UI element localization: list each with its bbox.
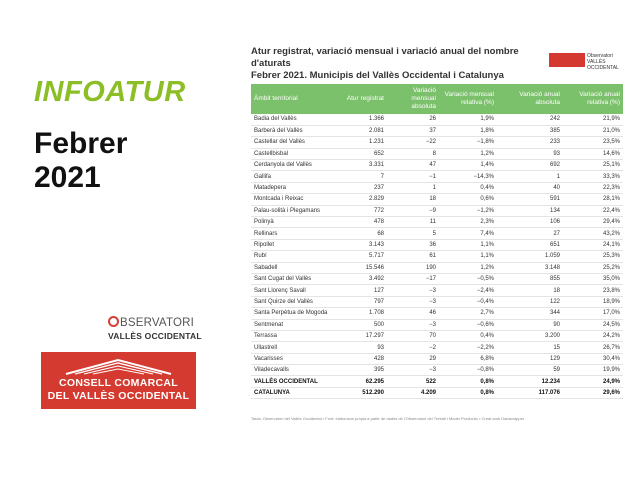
cell-annual-abs: 59 [497,365,563,376]
cell-annual-rel: 35,0% [563,273,623,284]
cell-monthly-rel: 1,1% [439,239,497,250]
table-row [251,194,623,205]
cell-territory: Castellbisbal [251,148,343,159]
cell-monthly-rel: −1,2% [439,205,497,216]
cell-territory: Viladecavalls [251,365,343,376]
cell-monthly-rel: 0,4% [439,330,497,341]
cell-annual-rel: 19,9% [563,365,623,376]
cell-unemployed: 2.829 [343,194,387,205]
cell-annual-abs: 692 [497,160,563,171]
cell-annual-abs: 3.200 [497,330,563,341]
cell-annual-rel: 18,9% [563,296,623,307]
cell-territory: Sentmenat [251,319,343,330]
cell-territory: Castellar del Vallès [251,137,343,148]
table-row [251,114,623,125]
table-row [251,148,623,159]
table-row [251,308,623,319]
report-title [251,46,541,82]
observatori-logo [108,316,204,346]
table-row [251,182,623,193]
table-row [251,319,623,330]
column-header-monthly-abs: Variació mensual absoluta [411,87,436,110]
cell-territory: Sant Cugat del Vallès [251,273,343,284]
cell-annual-abs: 855 [497,273,563,284]
cell-monthly-abs: 37 [387,125,439,136]
total-cell-annual-abs: 117.076 [497,387,563,398]
cell-unemployed: 500 [343,319,387,330]
cell-monthly-abs: −3 [387,285,439,296]
table-total-row [251,387,623,398]
cell-unemployed: 2.081 [343,125,387,136]
cell-annual-rel: 17,0% [563,308,623,319]
report-title-line1: Atur registrat, variació mensual i variació anual del nombre d'aturats [251,46,519,69]
cell-monthly-rel: 2,7% [439,308,497,319]
cell-unemployed: 237 [343,182,387,193]
cell-territory: Rubí [251,251,343,262]
cell-annual-abs: 233 [497,137,563,148]
table-row [251,342,623,353]
cell-monthly-abs: 46 [387,308,439,319]
cell-monthly-abs: −3 [387,296,439,307]
cell-annual-abs: 106 [497,217,563,228]
cell-monthly-abs: −3 [387,319,439,330]
table-row [251,273,623,284]
cell-monthly-abs: 47 [387,160,439,171]
table-row [251,217,623,228]
cell-monthly-abs: −2 [387,342,439,353]
cell-monthly-rel: −0,5% [439,273,497,284]
cell-territory: Vacarisses [251,353,343,364]
cell-annual-rel: 23,5% [563,137,623,148]
table-row [251,171,623,182]
cell-monthly-rel: 1,8% [439,125,497,136]
cell-annual-rel: 25,3% [563,251,623,262]
cell-annual-rel: 22,4% [563,205,623,216]
cell-monthly-abs: −3 [387,365,439,376]
cell-annual-rel: 30,4% [563,353,623,364]
table-row [251,251,623,262]
cell-annual-rel: 24,2% [563,330,623,341]
cell-monthly-rel: 2,3% [439,217,497,228]
cell-annual-abs: 591 [497,194,563,205]
table-row [251,353,623,364]
cell-monthly-abs: −17 [387,273,439,284]
cell-monthly-abs: 29 [387,353,439,364]
cell-unemployed: 68 [343,228,387,239]
column-header-annual-rel: Variació anual relativa (%) [579,91,620,106]
cell-monthly-abs: 70 [387,330,439,341]
cell-monthly-rel: −0,4% [439,296,497,307]
table-source-note: Taula: Observatori del Vallès Occidental • Font: elaboració pròpia a partir de dades de l'Observatori del Treball i Model Productiu • Creat amb Datawrapper [251,416,525,421]
cell-annual-abs: 90 [497,319,563,330]
period-year: 2021 [34,161,101,194]
cell-monthly-abs: −1 [387,171,439,182]
total-cell-territory: VALLÈS OCCIDENTAL [251,376,343,387]
observatori-small-logo [549,51,623,73]
cell-annual-rel: 22,3% [563,182,623,193]
total-cell-monthly-abs: 4.209 [387,387,439,398]
column-header-annual-abs: Variació anual absoluta [519,91,560,106]
table-row [251,228,623,239]
column-header-territory: Àmbit territorial [254,95,298,102]
cell-unemployed: 772 [343,205,387,216]
cell-territory: Rellinars [251,228,343,239]
table-row [251,330,623,341]
cell-unemployed: 17.297 [343,330,387,341]
cell-monthly-rel: 0,4% [439,182,497,193]
cell-monthly-abs: −9 [387,205,439,216]
table-body [251,114,623,399]
cell-annual-abs: 122 [497,296,563,307]
cell-unemployed: 127 [343,285,387,296]
cell-annual-abs: 1.059 [497,251,563,262]
cell-territory: Gallifa [251,171,343,182]
cell-monthly-abs: 5 [387,228,439,239]
cell-territory: Palau-solità i Plegamans [251,205,343,216]
cell-annual-rel: 14,6% [563,148,623,159]
observatori-logo-text: BSERVATORI [120,317,195,329]
cell-monthly-rel: 0,6% [439,194,497,205]
cell-territory: Barberà del Vallès [251,125,343,136]
total-cell-territory: CATALUNYA [251,387,343,398]
cell-monthly-abs: 26 [387,114,439,125]
cell-annual-rel: 24,5% [563,319,623,330]
cell-annual-abs: 242 [497,114,563,125]
cell-annual-rel: 29,4% [563,217,623,228]
unemployment-table [251,84,623,399]
total-cell-annual-rel: 24,9% [563,376,623,387]
total-cell-monthly-abs: 522 [387,376,439,387]
cell-monthly-abs: 1 [387,182,439,193]
table-row [251,262,623,273]
table-row [251,160,623,171]
cell-annual-abs: 15 [497,342,563,353]
cell-annual-abs: 93 [497,148,563,159]
cell-annual-rel: 28,1% [563,194,623,205]
cell-unemployed: 652 [343,148,387,159]
cell-annual-abs: 651 [497,239,563,250]
cell-territory: Santa Perpètua de Mogoda [251,308,343,319]
period-month: Febrer [34,127,128,160]
cell-unemployed: 1.708 [343,308,387,319]
cell-monthly-rel: 7,4% [439,228,497,239]
cell-monthly-rel: −14,3% [439,171,497,182]
cell-unemployed: 428 [343,353,387,364]
cell-unemployed: 5.717 [343,251,387,262]
cell-territory: Cerdanyola del Vallès [251,160,343,171]
cell-territory: Sabadell [251,262,343,273]
cell-monthly-rel: 1,2% [439,262,497,273]
cell-annual-abs: 27 [497,228,563,239]
observatori-small-line2: VALLÈS OCCIDENTAL [587,59,619,71]
cell-territory: Ullastrell [251,342,343,353]
cell-annual-abs: 3.148 [497,262,563,273]
cell-monthly-rel: −0,8% [439,365,497,376]
consell-logo-line2: DEL VALLÈS OCCIDENTAL [47,390,190,402]
cell-monthly-rel: −1,8% [439,137,497,148]
cell-monthly-abs: 8 [387,148,439,159]
cell-monthly-rel: −2,4% [439,285,497,296]
table-header-row [251,84,623,114]
table-row [251,137,623,148]
cell-annual-rel: 21,0% [563,125,623,136]
cell-annual-rel: 43,2% [563,228,623,239]
cell-territory: Polinyà [251,217,343,228]
cell-monthly-rel: −2,2% [439,342,497,353]
cell-territory: Matadepera [251,182,343,193]
cell-monthly-abs: 61 [387,251,439,262]
observatori-small-mark-icon [549,53,585,67]
cell-territory: Badia del Vallès [251,114,343,125]
cell-monthly-abs: 190 [387,262,439,273]
cell-monthly-rel: 1,2% [439,148,497,159]
cell-territory: Ripollet [251,239,343,250]
table-row [251,296,623,307]
observatori-small-line1: Observatori [587,53,613,59]
cell-unemployed: 7 [343,171,387,182]
cell-annual-abs: 1 [497,171,563,182]
cell-unemployed: 1.231 [343,137,387,148]
observatori-small-text [587,53,623,71]
infoatur-heading: INFOATUR [34,76,186,108]
cell-unemployed: 3.143 [343,239,387,250]
cell-annual-rel: 33,3% [563,171,623,182]
cell-unemployed: 797 [343,296,387,307]
cell-monthly-rel: 1,4% [439,160,497,171]
cell-territory: Sant Llorenç Savall [251,285,343,296]
total-cell-unemployed: 512.290 [343,387,387,398]
cell-annual-rel: 26,7% [563,342,623,353]
consell-logo-line1: CONSELL COMARCAL [59,377,178,389]
cell-unemployed: 3.492 [343,273,387,284]
cell-annual-rel: 23,8% [563,285,623,296]
cell-monthly-abs: 11 [387,217,439,228]
cell-annual-abs: 129 [497,353,563,364]
table-row [251,125,623,136]
report-title-line2: Febrer 2021. Municipis del Vallès Occidental i Catalunya [251,70,504,81]
cell-unemployed: 1.366 [343,114,387,125]
cell-annual-abs: 344 [497,308,563,319]
period-label [34,127,127,195]
observatori-o-icon [108,316,119,327]
cell-unemployed: 395 [343,365,387,376]
table-row [251,285,623,296]
table-row [251,239,623,250]
cell-annual-rel: 25,1% [563,160,623,171]
cell-monthly-abs: −22 [387,137,439,148]
table-row [251,365,623,376]
observatori-logo-subtitle: VALLÈS OCCIDENTAL [108,331,202,341]
total-cell-monthly-rel: 0,8% [439,387,497,398]
table-total-row [251,376,623,387]
cell-territory: Montcada i Reixac [251,194,343,205]
cell-monthly-abs: 36 [387,239,439,250]
cell-monthly-abs: 18 [387,194,439,205]
cell-unemployed: 93 [343,342,387,353]
column-header-unemployed: Atur registrat [346,95,384,102]
cell-unemployed: 15.546 [343,262,387,273]
cell-monthly-rel: −0,6% [439,319,497,330]
total-cell-annual-rel: 29,6% [563,387,623,398]
cell-unemployed: 478 [343,217,387,228]
cell-annual-abs: 385 [497,125,563,136]
cell-monthly-rel: 1,9% [439,114,497,125]
table-row [251,205,623,216]
observatori-logo-word [108,316,204,329]
total-cell-unemployed: 62.295 [343,376,387,387]
cell-annual-rel: 25,2% [563,262,623,273]
cell-annual-rel: 21,9% [563,114,623,125]
cell-territory: Terrassa [251,330,343,341]
total-cell-annual-abs: 12.234 [497,376,563,387]
cell-unemployed: 3.331 [343,160,387,171]
column-header-monthly-rel: Variació mensual relativa (%) [444,91,494,106]
cell-annual-abs: 18 [497,285,563,296]
total-cell-monthly-rel: 0,8% [439,376,497,387]
consell-comarcal-logo [41,352,196,409]
cell-annual-abs: 134 [497,205,563,216]
cell-territory: Sant Quirze del Vallès [251,296,343,307]
cell-monthly-rel: 1,1% [439,251,497,262]
left-panel [0,0,240,480]
cell-monthly-rel: 6,8% [439,353,497,364]
cell-annual-abs: 40 [497,182,563,193]
cell-annual-rel: 24,1% [563,239,623,250]
